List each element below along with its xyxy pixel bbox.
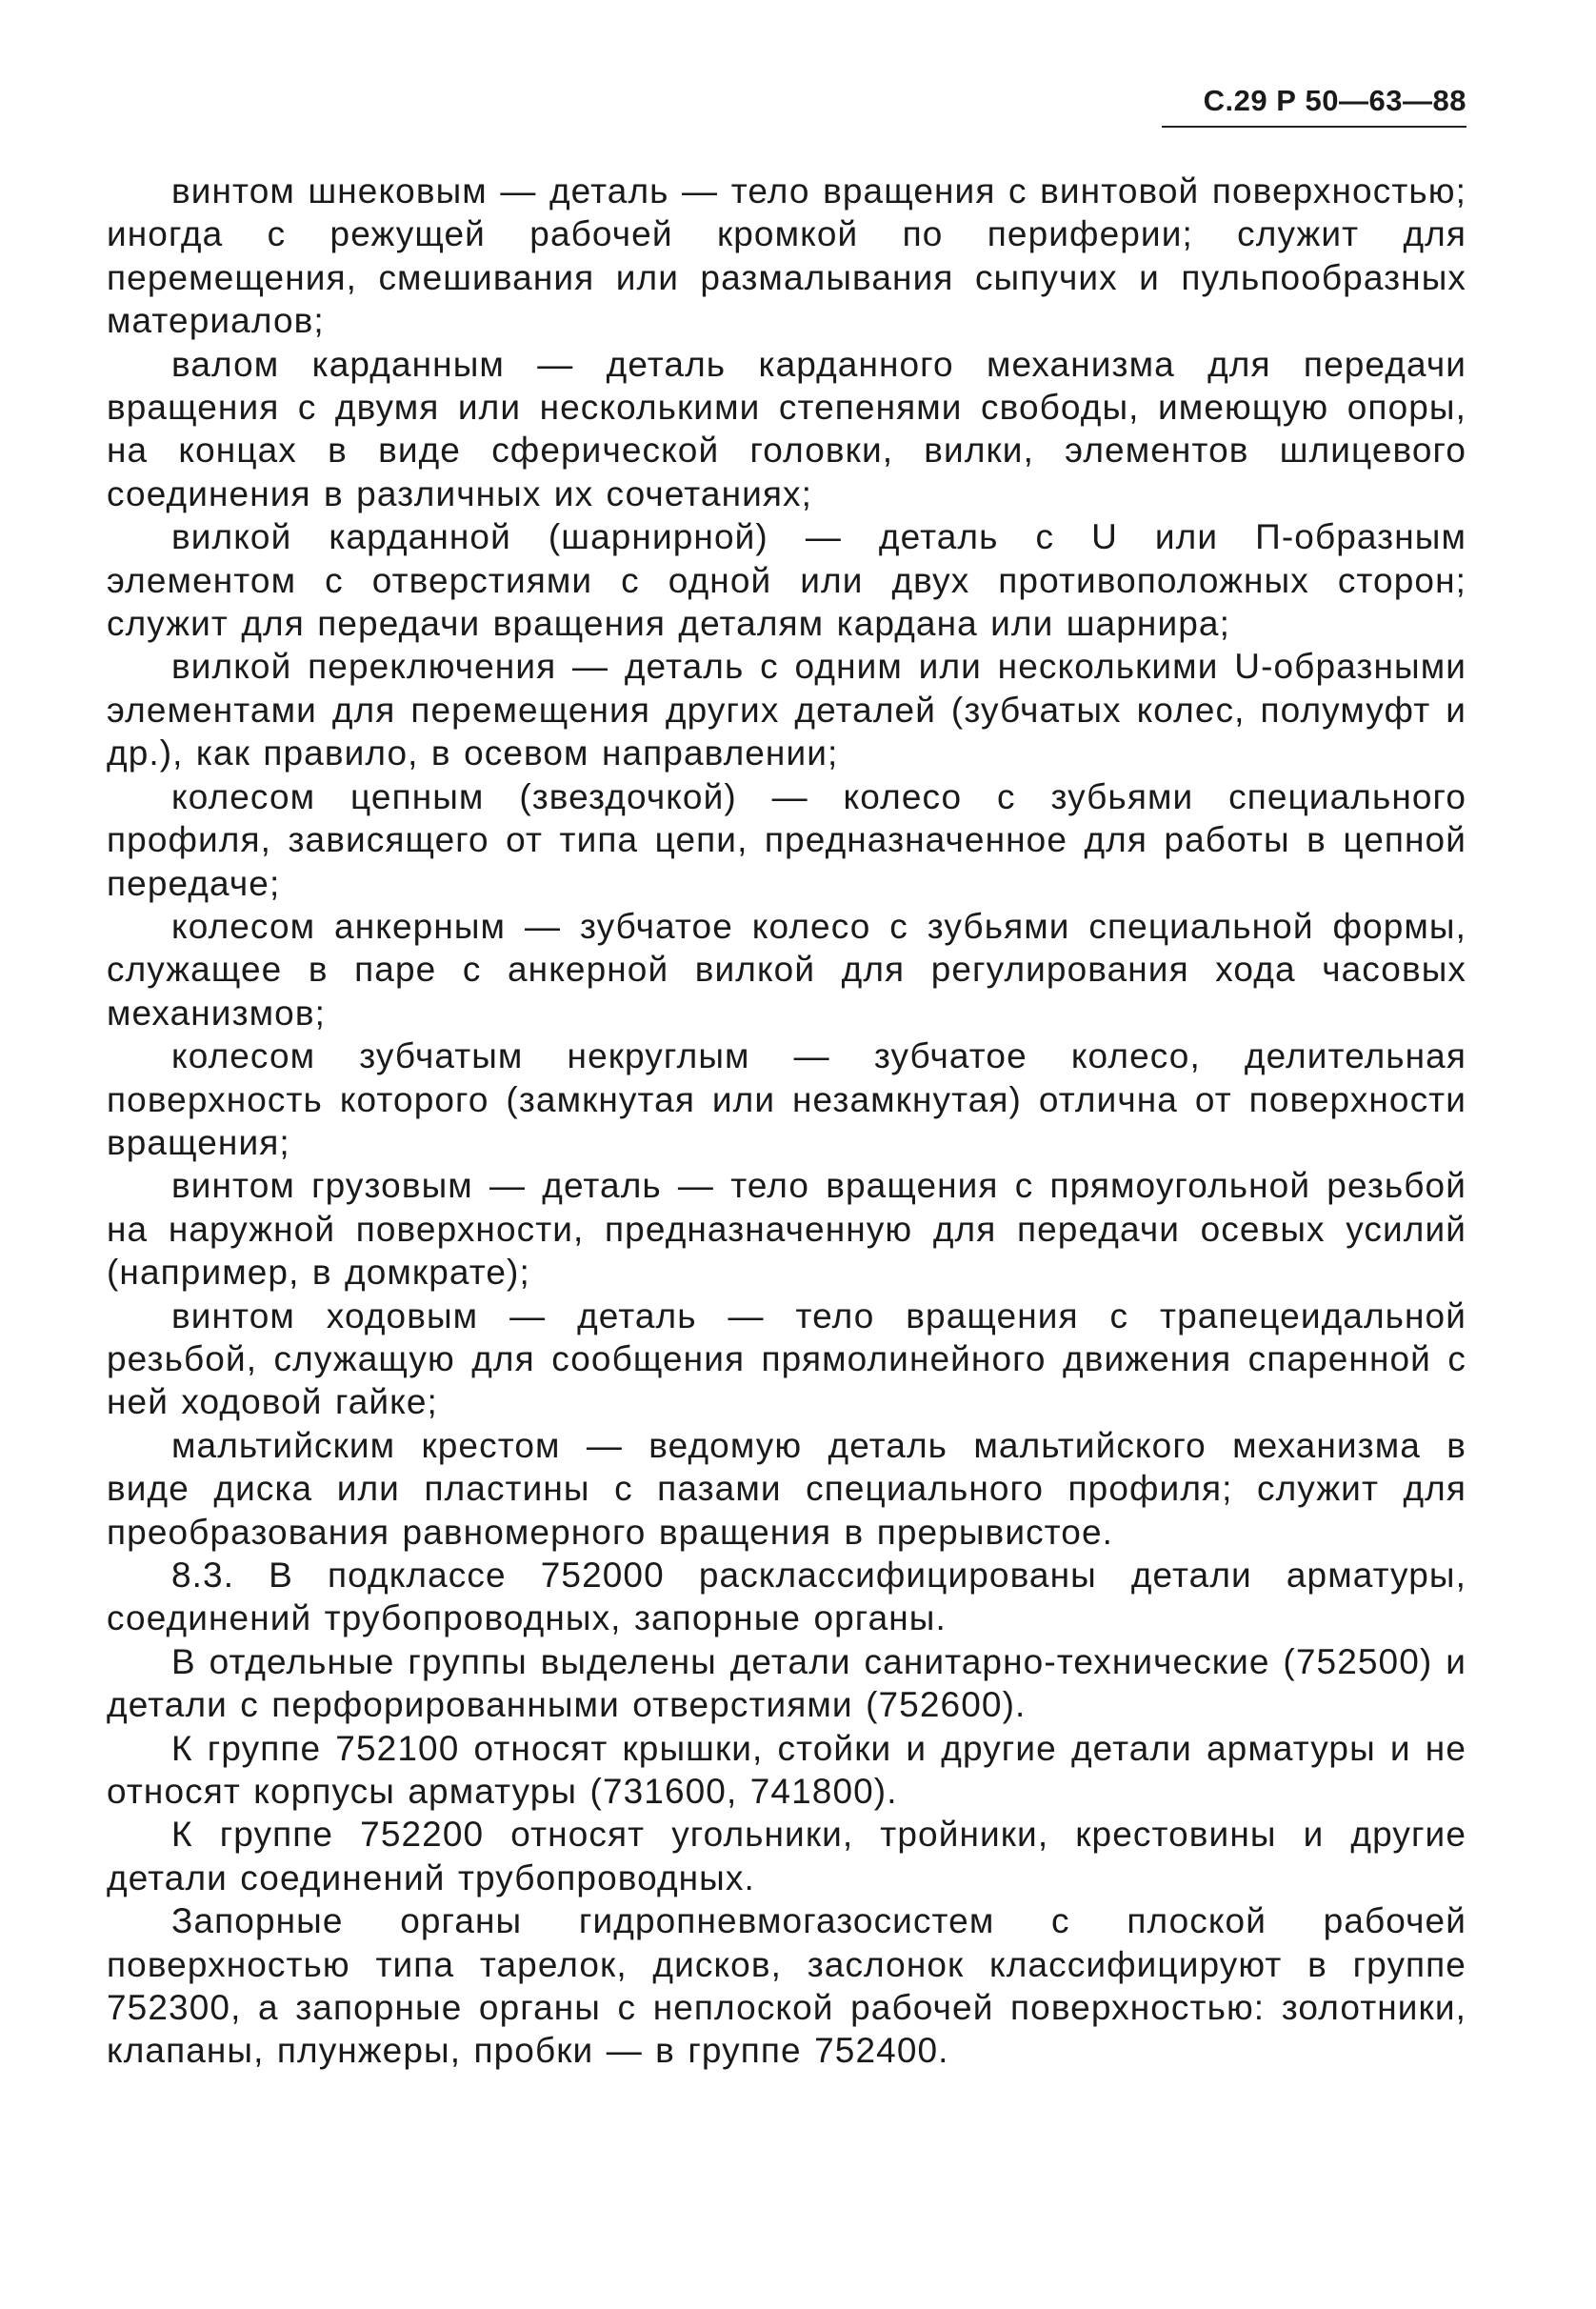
- paragraph-section-8-3: 8.3. В подклассе 752000 расклассифицированы детали арматуры, соединений трубопроводных, запорные органы.: [107, 1556, 1466, 1638]
- paragraph-noncircular-gear: колесом зубчатым некруглым — зубчатое колесо, делительная поверхность которого (замкнутая или незамкнутая) отлична от поверхности вращения;: [107, 1036, 1466, 1162]
- paragraph-cardan-fork: вилкой карданной (шарнирной) — деталь с U или П-образным элементом с отверстиями с одной или двух противоположных сторон; служит для передачи вращения деталям кардана или шарнира;: [107, 517, 1466, 644]
- paragraph-group-752100: К группе 752100 относят крышки, стойки и другие детали арматуры и не относят корпусы арматуры (731600, 741800).: [107, 1728, 1466, 1812]
- body-text: [107, 170, 1466, 2073]
- header-rule: [1162, 126, 1466, 128]
- paragraph-escape-wheel: колесом анкерным — зубчатое колесо с зубьями специальной формы, служащее в паре с анкерной вилкой для регулирования хода часовых механизмов;: [107, 906, 1466, 1033]
- paragraph-geneva-cross: мальтийским крестом — ведомую деталь мальтийского механизма в виде диска или пластины с пазами специального профиля; служит для преобразования равномерного вращения в прерывистое.: [107, 1425, 1466, 1552]
- paragraph-shutoff-elements: Запорные органы гидропневмогазосистем с плоской рабочей поверхностью типа тарелок, дисков, заслонок классифицируют в группе 752300, а запорные органы с неплоской рабочей поверхностью: золотники, клапаны, плунжеры, пробки — в группе 752400.: [107, 1901, 1466, 2071]
- paragraph-load-screw: винтом грузовым — деталь — тело вращения с прямоугольной резьбой на наружной поверхности, предназначенную для передачи осевых усилий (например, в домкрате);: [107, 1166, 1466, 1293]
- paragraph-screw-conveyor: винтом шнековым — деталь — тело вращения с винтовой поверхностью; иногда с режущей рабочей кромкой по периферии; служит для перемещения, смешивания или размалывания сыпучих и пульпообразных материалов;: [107, 171, 1466, 341]
- page-header: С.29 Р 50—63—88: [1203, 84, 1466, 117]
- paragraph-cardan-shaft: валом карданным — деталь карданного механизма для передачи вращения с двумя или несколькими степенями свободы, имеющую опоры, на концах в виде сферической головки, вилки, элементов шлицевого соединения в различных их сочетаниях;: [107, 344, 1466, 513]
- paragraph-sprocket: колесом цепным (звездочкой) — колесо с зубьями специального профиля, зависящего от типа цепи, предназначенное для работы в цепной передаче;: [107, 776, 1466, 903]
- paragraph-group-752200: К группе 752200 относят угольники, тройники, крестовины и другие детали соединений трубопроводных.: [107, 1815, 1466, 1897]
- paragraph-shift-fork: вилкой переключения — деталь с одним или несколькими U-образными элементами для перемещения других деталей (зубчатых колес, полумуфт и др.), как правило, в осевом направлении;: [107, 647, 1466, 773]
- paragraph-separate-groups: В отдельные группы выделены детали санитарно-технические (752500) и детали с перфорированными отверстиями (752600).: [107, 1641, 1466, 1725]
- paragraph-lead-screw: винтом ходовым — деталь — тело вращения с трапецеидальной резьбой, служащую для сообщения прямолинейного движения спаренной с ней ходовой гайке;: [107, 1295, 1466, 1422]
